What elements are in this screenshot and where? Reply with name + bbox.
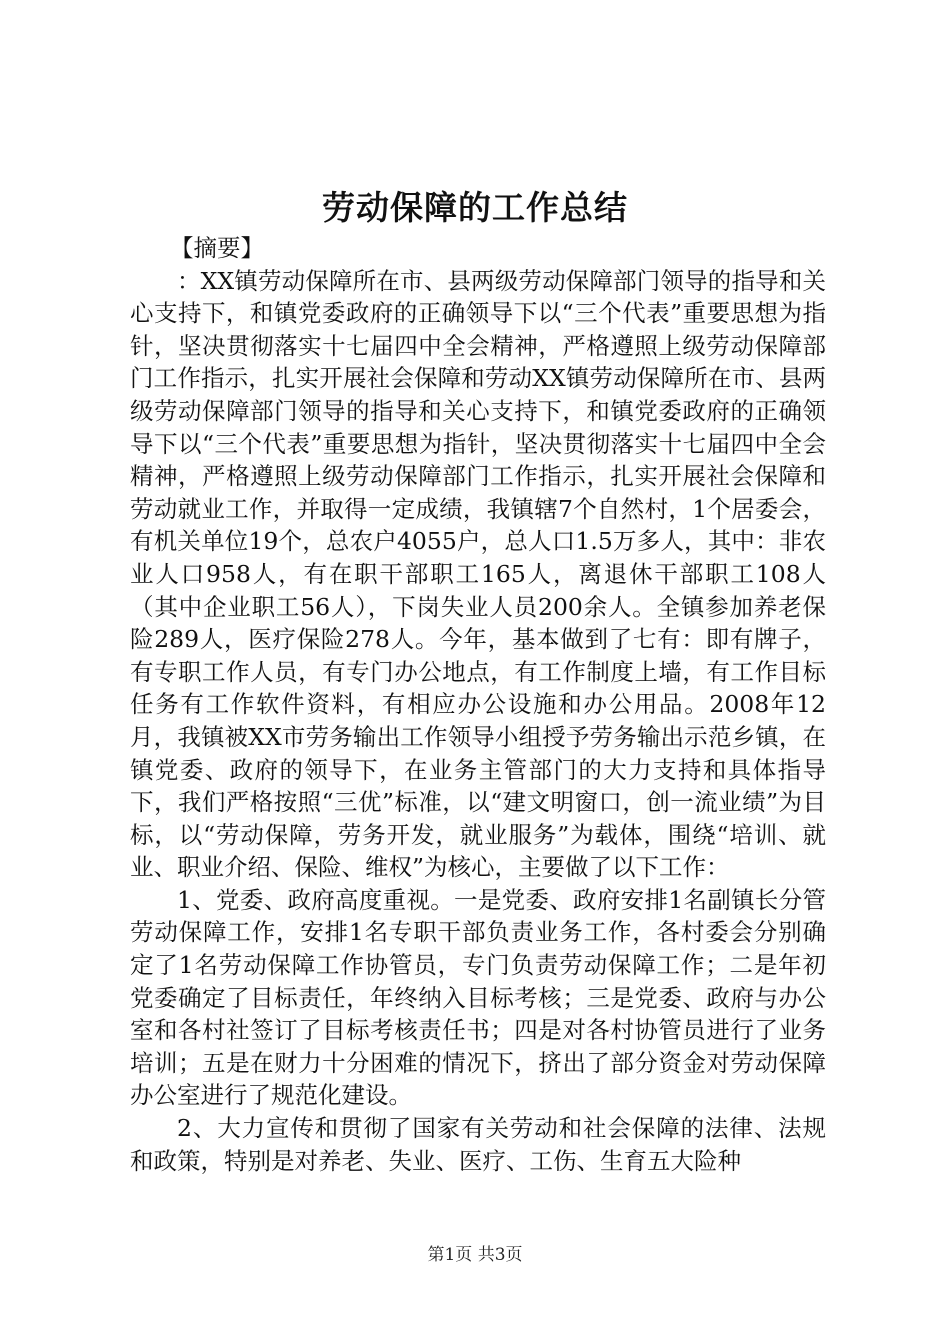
document-body <box>130 232 826 1177</box>
paragraph: ：XX镇劳动保障所在市、县两级劳动保障部门领导的指导和关心支持下，和镇党委政府的正确领导下以“三个代表”重要思想为指针，坚决贯彻落实十七届四中全会精神，严格遵照上级劳动保障部门工作指示，扎实开展社会保障和劳动XX镇劳动保障所在市、县两级劳动保障部门领导的指导和关心支持下，和镇党委政府的正确领导下以“三个代表”重要思想为指针，坚决贯彻落实十七届四中全会精神，严格遵照上级劳动保障部门工作指示，扎实开展社会保障和劳动就业工作，并取得一定成绩，我镇辖7个自然村，1个居委会，有机关单位19个，总农户4055户，总人口1.5万多人，其中：非农业人口958人，有在职干部职工165人，离退休干部职工108人（其中企业职工56人），下岗失业人员200余人。全镇参加养老保险289人，医疗保险278人。今年，基本做到了七有：即有牌子，有专职工作人员，有专门办公地点，有工作制度上墙，有工作目标任务有工作软件资料，有相应办公设施和办公用品。2008年12月，我镇被XX市劳务输出工作领导小组授予劳务输出示范乡镇，在镇党委、政府的领导下，在业务主管部门的大力支持和具体指导下，我们严格按照“三优”标准，以“建文明窗口，创一流业绩”为目标，以“劳动保障，劳务开发，就业服务”为载体，围绕“培训、就业、职业介绍、保险、维权”为核心，主要做了以下工作： <box>130 266 826 882</box>
document-title: 劳动保障的工作总结 <box>322 188 628 227</box>
page-number-footer: 第1页 共3页 <box>427 1245 523 1265</box>
paragraph: 2、大力宣传和贯彻了国家有关劳动和社会保障的法律、法规和政策，特别是对养老、失业、医疗、工伤、生育五大险种 <box>130 1114 826 1175</box>
paragraph: 1、党委、政府高度重视。一是党委、政府安排1名副镇长分管劳动保障工作，安排1名专职干部负责业务工作，各村委会分别确定了1名劳动保障工作协管员，专门负责劳动保障工作；二是年初党委确定了目标责任，年终纳入目标考核；三是党委、政府与办公室和各村社签订了目标考核责任书；四是对各村协管员进行了业务培训；五是在财力十分困难的情况下，挤出了部分资金对劳动保障办公室进行了规范化建设。 <box>130 885 826 1110</box>
abstract-label: 【摘要】 <box>170 234 264 262</box>
